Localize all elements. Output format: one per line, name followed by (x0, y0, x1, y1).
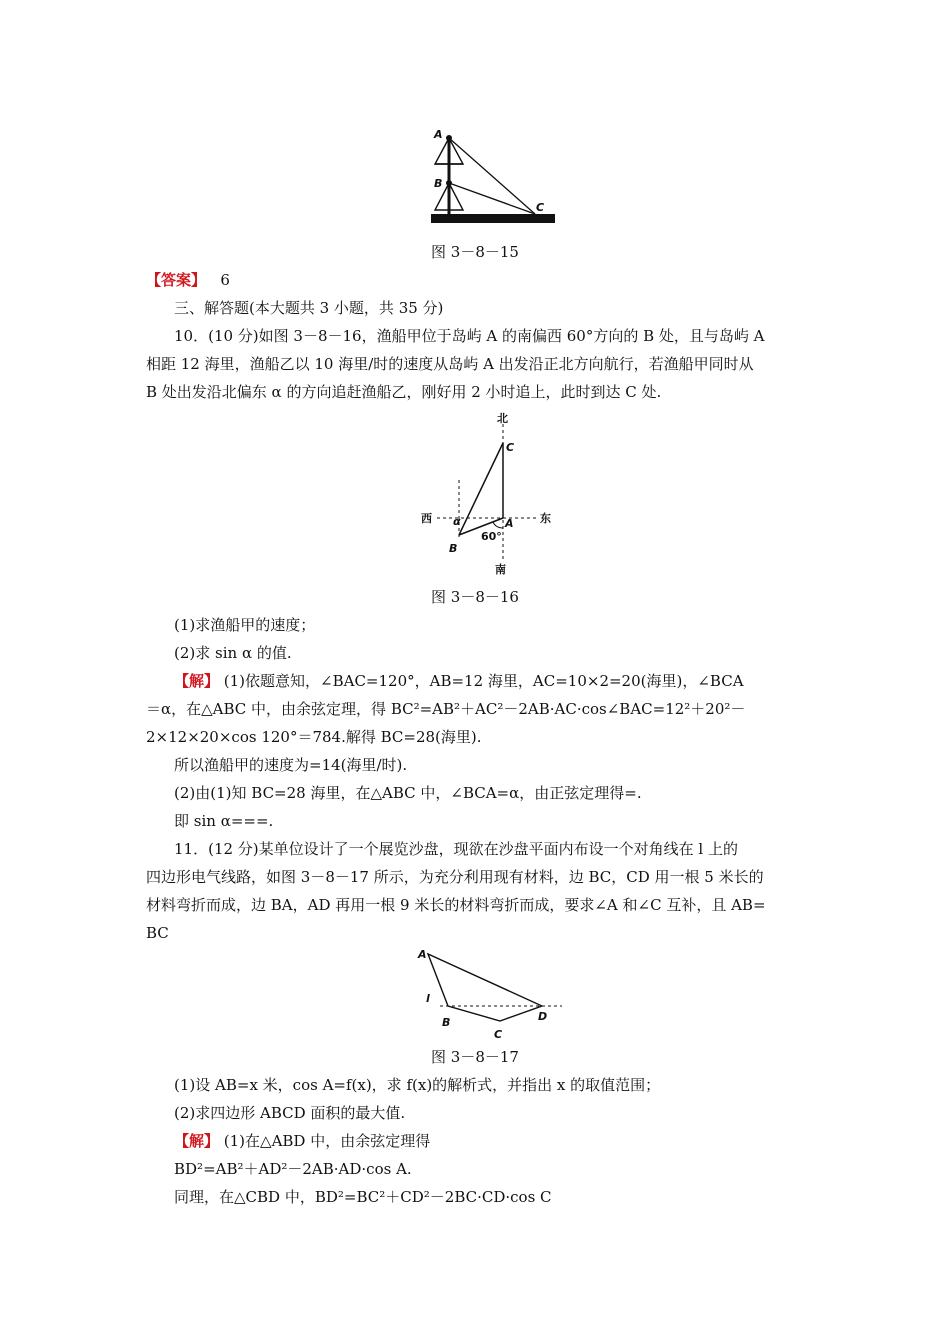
solution-tag: 【解】 (174, 1132, 220, 1150)
figure-3-8-15 (425, 126, 560, 230)
sol11-line2: BD²=AB²＋AD²－2AB·AD·cos A. (174, 1160, 412, 1178)
figure-3-8-15-caption: 图 3－8－15 (431, 243, 519, 261)
label-south: 南 (495, 563, 506, 576)
label-d: D (538, 1010, 548, 1023)
label-b: B (442, 1016, 451, 1029)
q10-line1: 10．(10 分)如图 3－8－16，渔船甲位于岛屿 A 的南偏西 60°方向的 B 处，且与岛屿 A (174, 327, 765, 345)
q10-line2: 相距 12 海里，渔船乙以 10 海里/时的速度从岛屿 A 出发沿正北方向航行，若渔船甲同时从 (146, 355, 754, 373)
q11-part1: (1)设 AB=x 米，cos A=f(x)，求 f(x)的解析式，并指出 x 的取值范围； (174, 1076, 661, 1094)
q10-line3: B 处出发沿北偏东 α 的方向追赶渔船乙，刚好用 2 小时追上，此时到达 C 处. (146, 383, 662, 401)
sol10-line2: ＝α，在△ABC 中，由余弦定理，得 BC²=AB²＋AC²－2AB·AC·cos∠BAC=12²＋20²－ (146, 700, 746, 718)
label-b: B (434, 177, 443, 190)
label-a: A (434, 128, 443, 141)
q10-part1: (1)求渔船甲的速度； (174, 616, 316, 634)
figure-3-8-17-caption: 图 3－8－17 (431, 1048, 519, 1066)
solution-tag: 【解】 (174, 672, 220, 690)
q11-part2: (2)求四边形 ABCD 面积的最大值. (174, 1104, 406, 1122)
figure-3-8-17 (412, 944, 567, 1044)
label-angle-60: 60° (481, 530, 502, 543)
label-b: B (449, 542, 458, 555)
sol10-line6: 即 sin α===. (174, 812, 274, 830)
answer-line (146, 270, 806, 290)
sol11-line1 (174, 1131, 834, 1151)
quadrilateral-abcd (428, 954, 542, 1021)
sol10-line1-text: (1)依题意知，∠BAC=120°，AB=12 海里，AC=10×2=20(海里)，∠BCA (219, 672, 744, 690)
label-east: 东 (540, 512, 551, 525)
q10-part2: (2)求 sin α 的值. (174, 644, 292, 662)
figure-3-8-16-caption: 图 3－8－16 (431, 588, 519, 606)
section-heading: 三、解答题(本大题共 3 小题，共 35 分) (174, 299, 444, 317)
label-l: l (426, 992, 430, 1005)
q11-line4: BC (146, 924, 169, 942)
sol11-line3: 同理，在△CBD 中，BD²=BC²＋CD²－2BC·CD·cos C (174, 1188, 552, 1206)
label-c: C (506, 441, 515, 454)
label-alpha: α (453, 515, 461, 528)
sol10-line3: 2×12×20×cos 120°＝784.解得 BC=28(海里). (146, 728, 482, 746)
label-a: A (505, 517, 514, 530)
q11-line3: 材料弯折而成，边 BA，AD 再用一根 9 米长的材料弯折而成，要求∠A 和∠C 互补，且 AB= (146, 896, 766, 914)
label-a: A (418, 948, 427, 961)
point-a (446, 135, 452, 141)
label-c: C (494, 1028, 503, 1041)
sol11-line1-text: (1)在△ABD 中，由余弦定理得 (219, 1132, 431, 1150)
point-b (446, 180, 452, 186)
answer-value: 6 (220, 271, 230, 289)
label-west: 西 (421, 512, 432, 525)
sol10-line5: (2)由(1)知 BC=28 海里，在△ABC 中，∠BCA=α，由正弦定理得=. (174, 784, 642, 802)
answer-tag: 【答案】 (146, 271, 207, 289)
q11-line1: 11．(12 分)某单位设计了一个展览沙盘，现欲在沙盘平面内布设一个对角线在 l 上的 (174, 840, 738, 858)
label-north: 北 (497, 412, 508, 425)
angle-60-arc (493, 522, 503, 528)
sol10-line4: 所以渔船甲的速度为=14(海里/时). (174, 756, 408, 774)
line-a-c (449, 138, 535, 214)
figure-3-8-16 (415, 410, 560, 578)
sol10-line1 (174, 671, 834, 691)
ground-bar (431, 214, 555, 223)
label-c: C (536, 201, 545, 214)
q11-line2: 四边形电气线路，如图 3－8－17 所示，为充分利用现有材料，边 BC，CD 用一根 5 米长的 (146, 868, 764, 886)
